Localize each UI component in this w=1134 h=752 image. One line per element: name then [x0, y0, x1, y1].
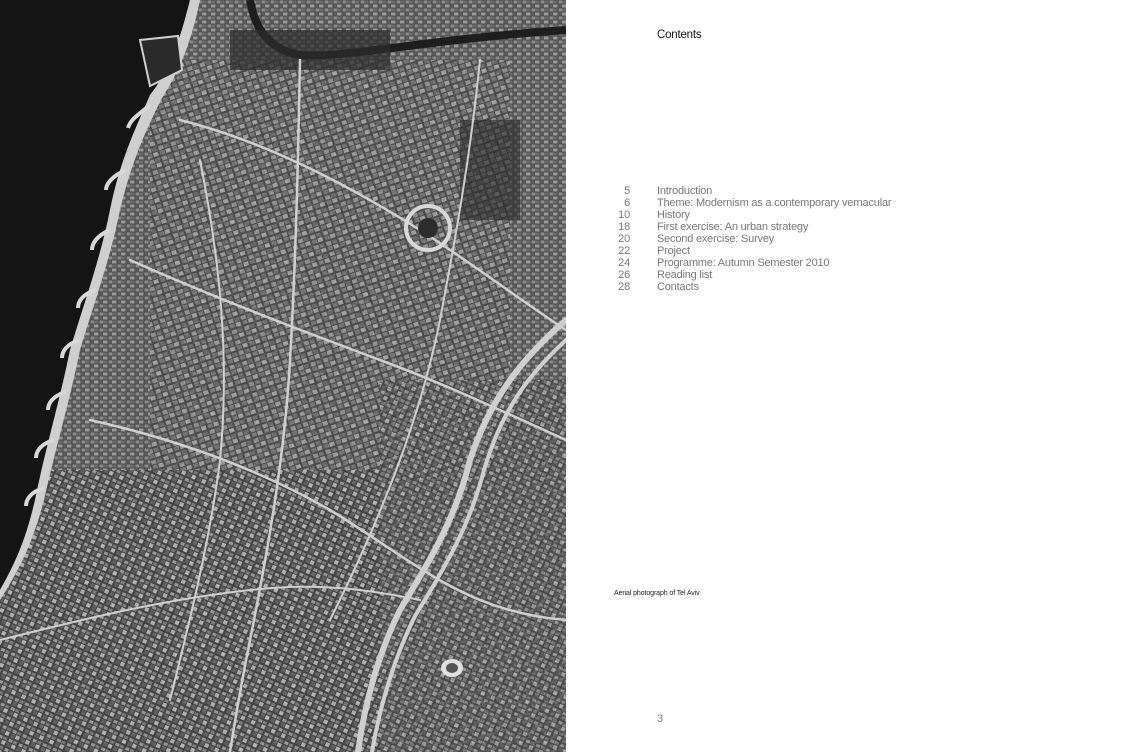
toc-title: First exercise: An urban strategy: [657, 221, 809, 233]
toc-title: Second exercise: Survey: [657, 233, 775, 245]
contents-heading: Contents: [657, 29, 702, 41]
aerial-photo: [0, 0, 566, 752]
toc-page-number: 26: [618, 269, 630, 281]
toc-page-number: 6: [624, 197, 630, 209]
page-number: 3: [657, 713, 664, 725]
toc-entry: [566, 245, 1006, 257]
contents-page: [566, 0, 1134, 752]
toc-entry: [566, 197, 1006, 209]
toc-entry: [566, 221, 1006, 233]
table-of-contents: [566, 185, 1006, 293]
toc-page-number: 5: [624, 185, 630, 197]
toc-title: Project: [657, 245, 690, 257]
toc-title: Programme: Autumn Semester 2010: [657, 257, 830, 269]
toc-title: Introduction: [657, 185, 713, 197]
toc-entry: [566, 185, 1006, 197]
photo-caption: Aerial photograph of Tel Aviv: [614, 590, 700, 597]
toc-title: Reading list: [657, 269, 713, 281]
toc-entry: [566, 269, 1006, 281]
toc-entry: [566, 281, 1006, 293]
toc-entry: [566, 233, 1006, 245]
toc-title: Theme: Modernism as a contemporary vernacular: [657, 197, 892, 209]
aerial-photo-illustration: [0, 0, 566, 752]
toc-title: History: [657, 209, 690, 221]
toc-entry: [566, 209, 1006, 221]
toc-page-number: 10: [618, 209, 630, 221]
toc-title: Contacts: [657, 281, 699, 293]
toc-page-number: 18: [618, 221, 630, 233]
toc-page-number: 20: [618, 233, 630, 245]
toc-entry: [566, 257, 1006, 269]
toc-page-number: 28: [618, 281, 630, 293]
toc-page-number: 24: [618, 257, 630, 269]
toc-page-number: 22: [618, 245, 630, 257]
